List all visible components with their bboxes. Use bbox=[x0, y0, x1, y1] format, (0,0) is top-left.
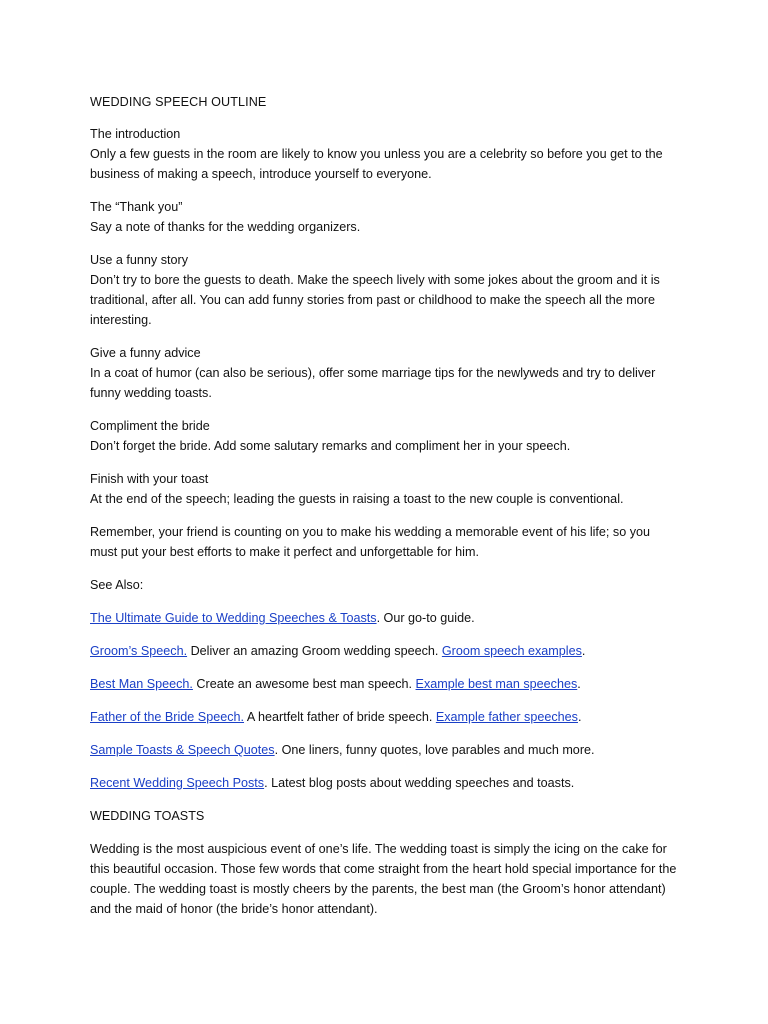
grooms-speech-link[interactable]: Groom’s Speech. bbox=[90, 644, 188, 658]
section-body: Don’t forget the bride. Add some salutary remarks and compliment her in your speech. bbox=[90, 439, 571, 453]
best-man-speech-link[interactable]: Best Man Speech. bbox=[90, 677, 193, 691]
section-funny-story bbox=[90, 250, 680, 330]
father-of-bride-speech-link[interactable]: Father of the Bride Speech. bbox=[90, 710, 245, 724]
recent-wedding-speech-posts-link[interactable]: Recent Wedding Speech Posts bbox=[90, 776, 265, 790]
document-title: WEDDING SPEECH OUTLINE bbox=[90, 95, 267, 109]
section-body: Only a few guests in the room are likely to know you unless you are a celebrity so before you get to the business of making a speech, introduce yourself to everyone. bbox=[90, 147, 663, 181]
see-also-label: See Also: bbox=[90, 578, 144, 592]
link-description: . Our go-to guide. bbox=[376, 611, 475, 625]
section-thank-you bbox=[90, 197, 680, 237]
see-also-item-father bbox=[90, 707, 680, 727]
section-finish-toast bbox=[90, 469, 680, 509]
section-heading: The introduction bbox=[90, 127, 181, 141]
section-body: Say a note of thanks for the wedding organizers. bbox=[90, 220, 361, 234]
wedding-toasts-paragraph: Wedding is the most auspicious event of one’s life. The wedding toast is simply the icing on the cake for this beautiful occasion. Those few words that come straight from the heart hold special importance for the couple. The wedding toast is mostly cheers by the parents, the best man (the Groom’s honor attendant) and the maid of honor (the bride’s honor attendant). bbox=[90, 842, 677, 916]
example-father-speeches-link[interactable]: Example father speeches bbox=[435, 710, 578, 724]
see-also-item-groom bbox=[90, 641, 680, 661]
wedding-toasts-heading: WEDDING TOASTS bbox=[90, 809, 205, 823]
section-body: Don’t try to bore the guests to death. Make the speech lively with some jokes about the groom and it is traditional, after all. You can add funny stories from past or childhood to make the speech all the more interesting. bbox=[90, 273, 660, 327]
link-suffix: . bbox=[577, 677, 581, 691]
see-also-item-sample-toasts bbox=[90, 740, 680, 760]
link-description: A heartfelt father of bride speech. bbox=[244, 710, 436, 724]
section-body: In a coat of humor (can also be serious), offer some marriage tips for the newlyweds and try to deliver funny wedding toasts. bbox=[90, 366, 656, 400]
link-description: Deliver an amazing Groom wedding speech. bbox=[187, 644, 442, 658]
ultimate-guide-link[interactable]: The Ultimate Guide to Wedding Speeches & Toasts bbox=[90, 611, 377, 625]
section-heading: Give a funny advice bbox=[90, 346, 201, 360]
section-compliment-bride bbox=[90, 416, 680, 456]
section-heading: Finish with your toast bbox=[90, 472, 209, 486]
section-introduction bbox=[90, 124, 680, 184]
see-also-item-recent-posts bbox=[90, 773, 680, 793]
see-also-item-best-man bbox=[90, 674, 680, 694]
link-description: Create an awesome best man speech. bbox=[192, 677, 416, 691]
section-funny-advice bbox=[90, 343, 680, 403]
example-best-man-speeches-link[interactable]: Example best man speeches bbox=[415, 677, 578, 691]
groom-speech-examples-link[interactable]: Groom speech examples bbox=[441, 644, 582, 658]
section-heading: The “Thank you” bbox=[90, 200, 183, 214]
document-page bbox=[90, 92, 680, 932]
see-also-item-ultimate-guide bbox=[90, 608, 680, 628]
section-heading: Compliment the bride bbox=[90, 419, 210, 433]
link-suffix: . bbox=[577, 710, 582, 724]
link-description: . Latest blog posts about wedding speeches and toasts. bbox=[264, 776, 575, 790]
sample-toasts-quotes-link[interactable]: Sample Toasts & Speech Quotes bbox=[90, 743, 275, 757]
section-heading: Use a funny story bbox=[90, 253, 188, 267]
link-suffix: . bbox=[581, 644, 586, 658]
remember-paragraph: Remember, your friend is counting on you to make his wedding a memorable event of his life; so you must put your best efforts to make it perfect and unforgettable for him. bbox=[90, 525, 651, 559]
section-body: At the end of the speech; leading the guests in raising a toast to the new couple is conventional. bbox=[90, 492, 624, 506]
link-description: . One liners, funny quotes, love parables and much more. bbox=[274, 743, 595, 757]
